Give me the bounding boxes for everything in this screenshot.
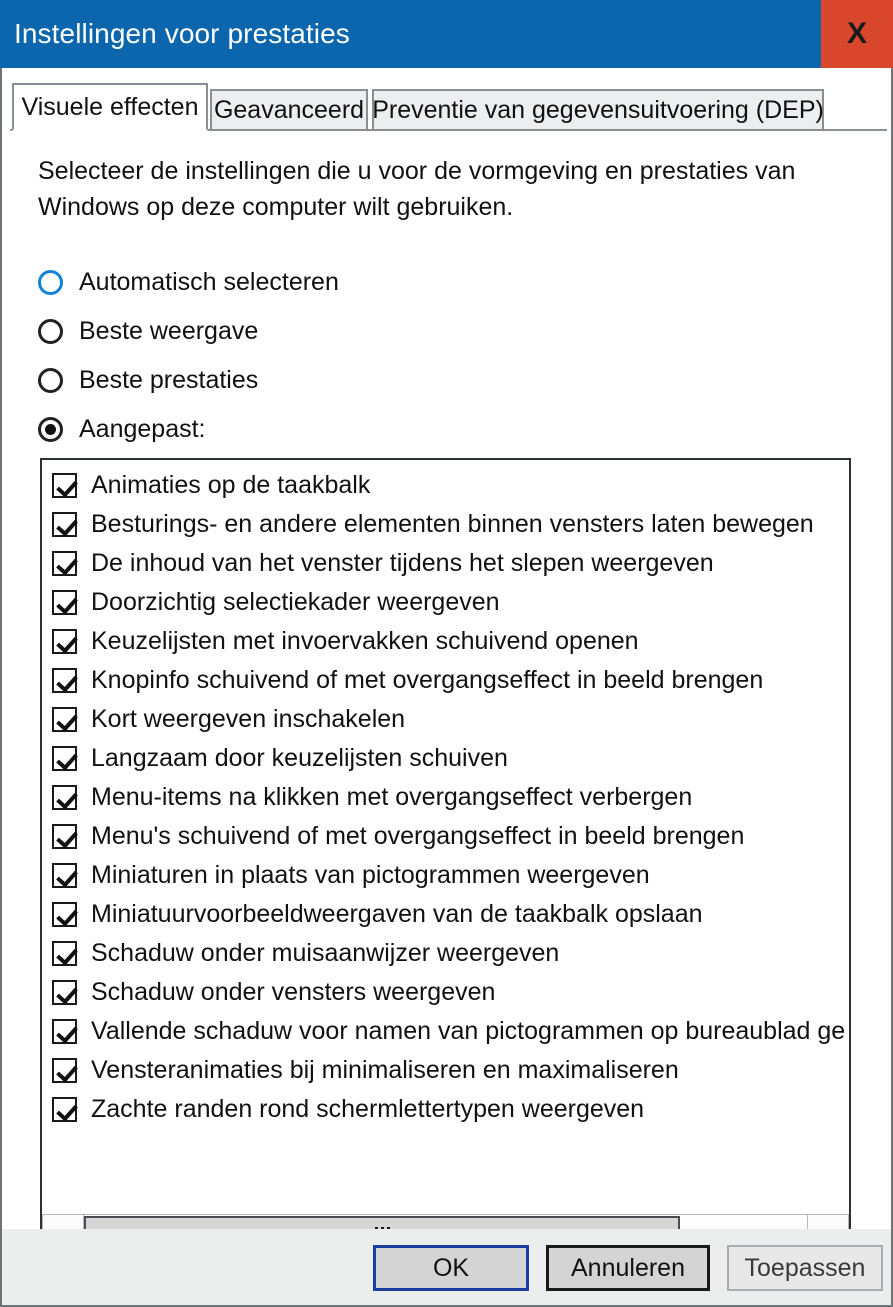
title-bar — [0, 0, 893, 68]
checkbox-icon[interactable] — [52, 785, 77, 810]
checkbox-icon[interactable] — [52, 746, 77, 771]
list-item[interactable] — [42, 505, 849, 544]
list-item[interactable] — [42, 817, 849, 856]
radio-row-aangepast[interactable] — [38, 405, 538, 454]
checkbox-icon[interactable] — [52, 1019, 77, 1044]
list-item-label: Knopinfo schuivend of met overgangseffect in beeld brengen — [91, 666, 764, 694]
list-item-label: Miniaturen in plaats van pictogrammen weergeven — [91, 861, 650, 889]
list-item[interactable] — [42, 895, 849, 934]
list-item-label: Vallende schaduw voor namen van pictogrammen op bureaublad ge — [91, 1017, 846, 1045]
visual-effects-list — [42, 466, 849, 1129]
list-item-label: Langzaam door keuzelijsten schuiven — [91, 744, 508, 772]
checkbox-icon[interactable] — [52, 1058, 77, 1083]
radio-icon-beste-prestaties[interactable] — [38, 368, 63, 393]
apply-button[interactable]: Toepassen — [727, 1245, 883, 1291]
list-item[interactable] — [42, 544, 849, 583]
tab-dep[interactable]: Preventie van gegevensuitvoering (DEP) — [372, 89, 824, 131]
cancel-button[interactable]: Annuleren — [546, 1245, 710, 1291]
visual-effects-listbox[interactable] — [40, 458, 851, 1259]
radio-icon-aangepast[interactable] — [38, 417, 63, 442]
checkbox-icon[interactable] — [52, 707, 77, 732]
list-item[interactable] — [42, 1051, 849, 1090]
list-item-label: Menu's schuivend of met overgangseffect in beeld brengen — [91, 822, 745, 850]
window-title: Instellingen voor prestaties — [14, 18, 350, 49]
dialog-client-area — [0, 68, 893, 1229]
tab-strip — [2, 81, 893, 131]
checkbox-icon[interactable] — [52, 941, 77, 966]
checkbox-icon[interactable] — [52, 980, 77, 1005]
list-item-label: Besturings- en andere elementen binnen vensters laten bewegen — [91, 510, 814, 538]
radio-label-aangepast: Aangepast: — [79, 415, 206, 443]
ok-button[interactable]: OK — [373, 1245, 529, 1291]
list-item-label: Kort weergeven inschakelen — [91, 705, 406, 733]
list-item-label: Schaduw onder vensters weergeven — [91, 978, 496, 1006]
dialog-footer — [0, 1229, 893, 1307]
list-item-label: Zachte randen rond schermlettertypen weergeven — [91, 1095, 645, 1123]
radio-icon-automatisch-selecteren[interactable] — [38, 270, 63, 295]
close-icon[interactable]: X — [821, 0, 893, 68]
list-item[interactable] — [42, 622, 849, 661]
list-item-label: Animaties op de taakbalk — [91, 471, 371, 499]
list-item[interactable] — [42, 778, 849, 817]
list-item-label: Keuzelijsten met invoervakken schuivend openen — [91, 627, 639, 655]
list-item[interactable] — [42, 856, 849, 895]
checkbox-icon[interactable] — [52, 473, 77, 498]
list-item-label: Menu-items na klikken met overgangseffect verbergen — [91, 783, 693, 811]
radio-icon-beste-weergave[interactable] — [38, 319, 63, 344]
radio-label-beste-weergave: Beste weergave — [79, 317, 259, 345]
radio-label-beste-prestaties: Beste prestaties — [79, 366, 259, 394]
checkbox-icon[interactable] — [52, 590, 77, 615]
list-item[interactable] — [42, 1090, 849, 1129]
instruction-text: Selecteer de instellingen die u voor de vormgeving en prestaties van Windows op deze computer wilt gebruiken. — [38, 157, 796, 221]
tab-geavanceerd[interactable]: Geavanceerd — [210, 89, 368, 131]
checkbox-icon[interactable] — [52, 1097, 77, 1122]
checkbox-icon[interactable] — [52, 902, 77, 927]
list-item-label: Miniatuurvoorbeeldweergaven van de taakbalk opslaan — [91, 900, 703, 928]
list-item[interactable] — [42, 466, 849, 505]
list-item[interactable] — [42, 661, 849, 700]
list-item-label: Schaduw onder muisaanwijzer weergeven — [91, 939, 560, 967]
performance-mode-radio-group — [38, 258, 538, 454]
checkbox-icon[interactable] — [52, 824, 77, 849]
radio-row-automatisch-selecteren[interactable] — [38, 258, 538, 307]
checkbox-icon[interactable] — [52, 629, 77, 654]
radio-row-beste-prestaties[interactable] — [38, 356, 538, 405]
radio-row-beste-weergave[interactable] — [38, 307, 538, 356]
list-item-label: De inhoud van het venster tijdens het slepen weergeven — [91, 549, 714, 577]
checkbox-icon[interactable] — [52, 512, 77, 537]
list-item[interactable] — [42, 700, 849, 739]
tab-visuele-effecten[interactable]: Visuele effecten — [12, 83, 208, 131]
list-item-label: Doorzichtig selectiekader weergeven — [91, 588, 500, 616]
list-item[interactable] — [42, 739, 849, 778]
list-item[interactable] — [42, 973, 849, 1012]
checkbox-icon[interactable] — [52, 668, 77, 693]
list-item[interactable] — [42, 1012, 849, 1051]
checkbox-icon[interactable] — [52, 551, 77, 576]
checkbox-icon[interactable] — [52, 863, 77, 888]
list-item[interactable] — [42, 934, 849, 973]
list-item[interactable] — [42, 583, 849, 622]
radio-label-automatisch-selecteren: Automatisch selecteren — [79, 268, 339, 296]
list-item-label: Vensteranimaties bij minimaliseren en maximaliseren — [91, 1056, 679, 1084]
